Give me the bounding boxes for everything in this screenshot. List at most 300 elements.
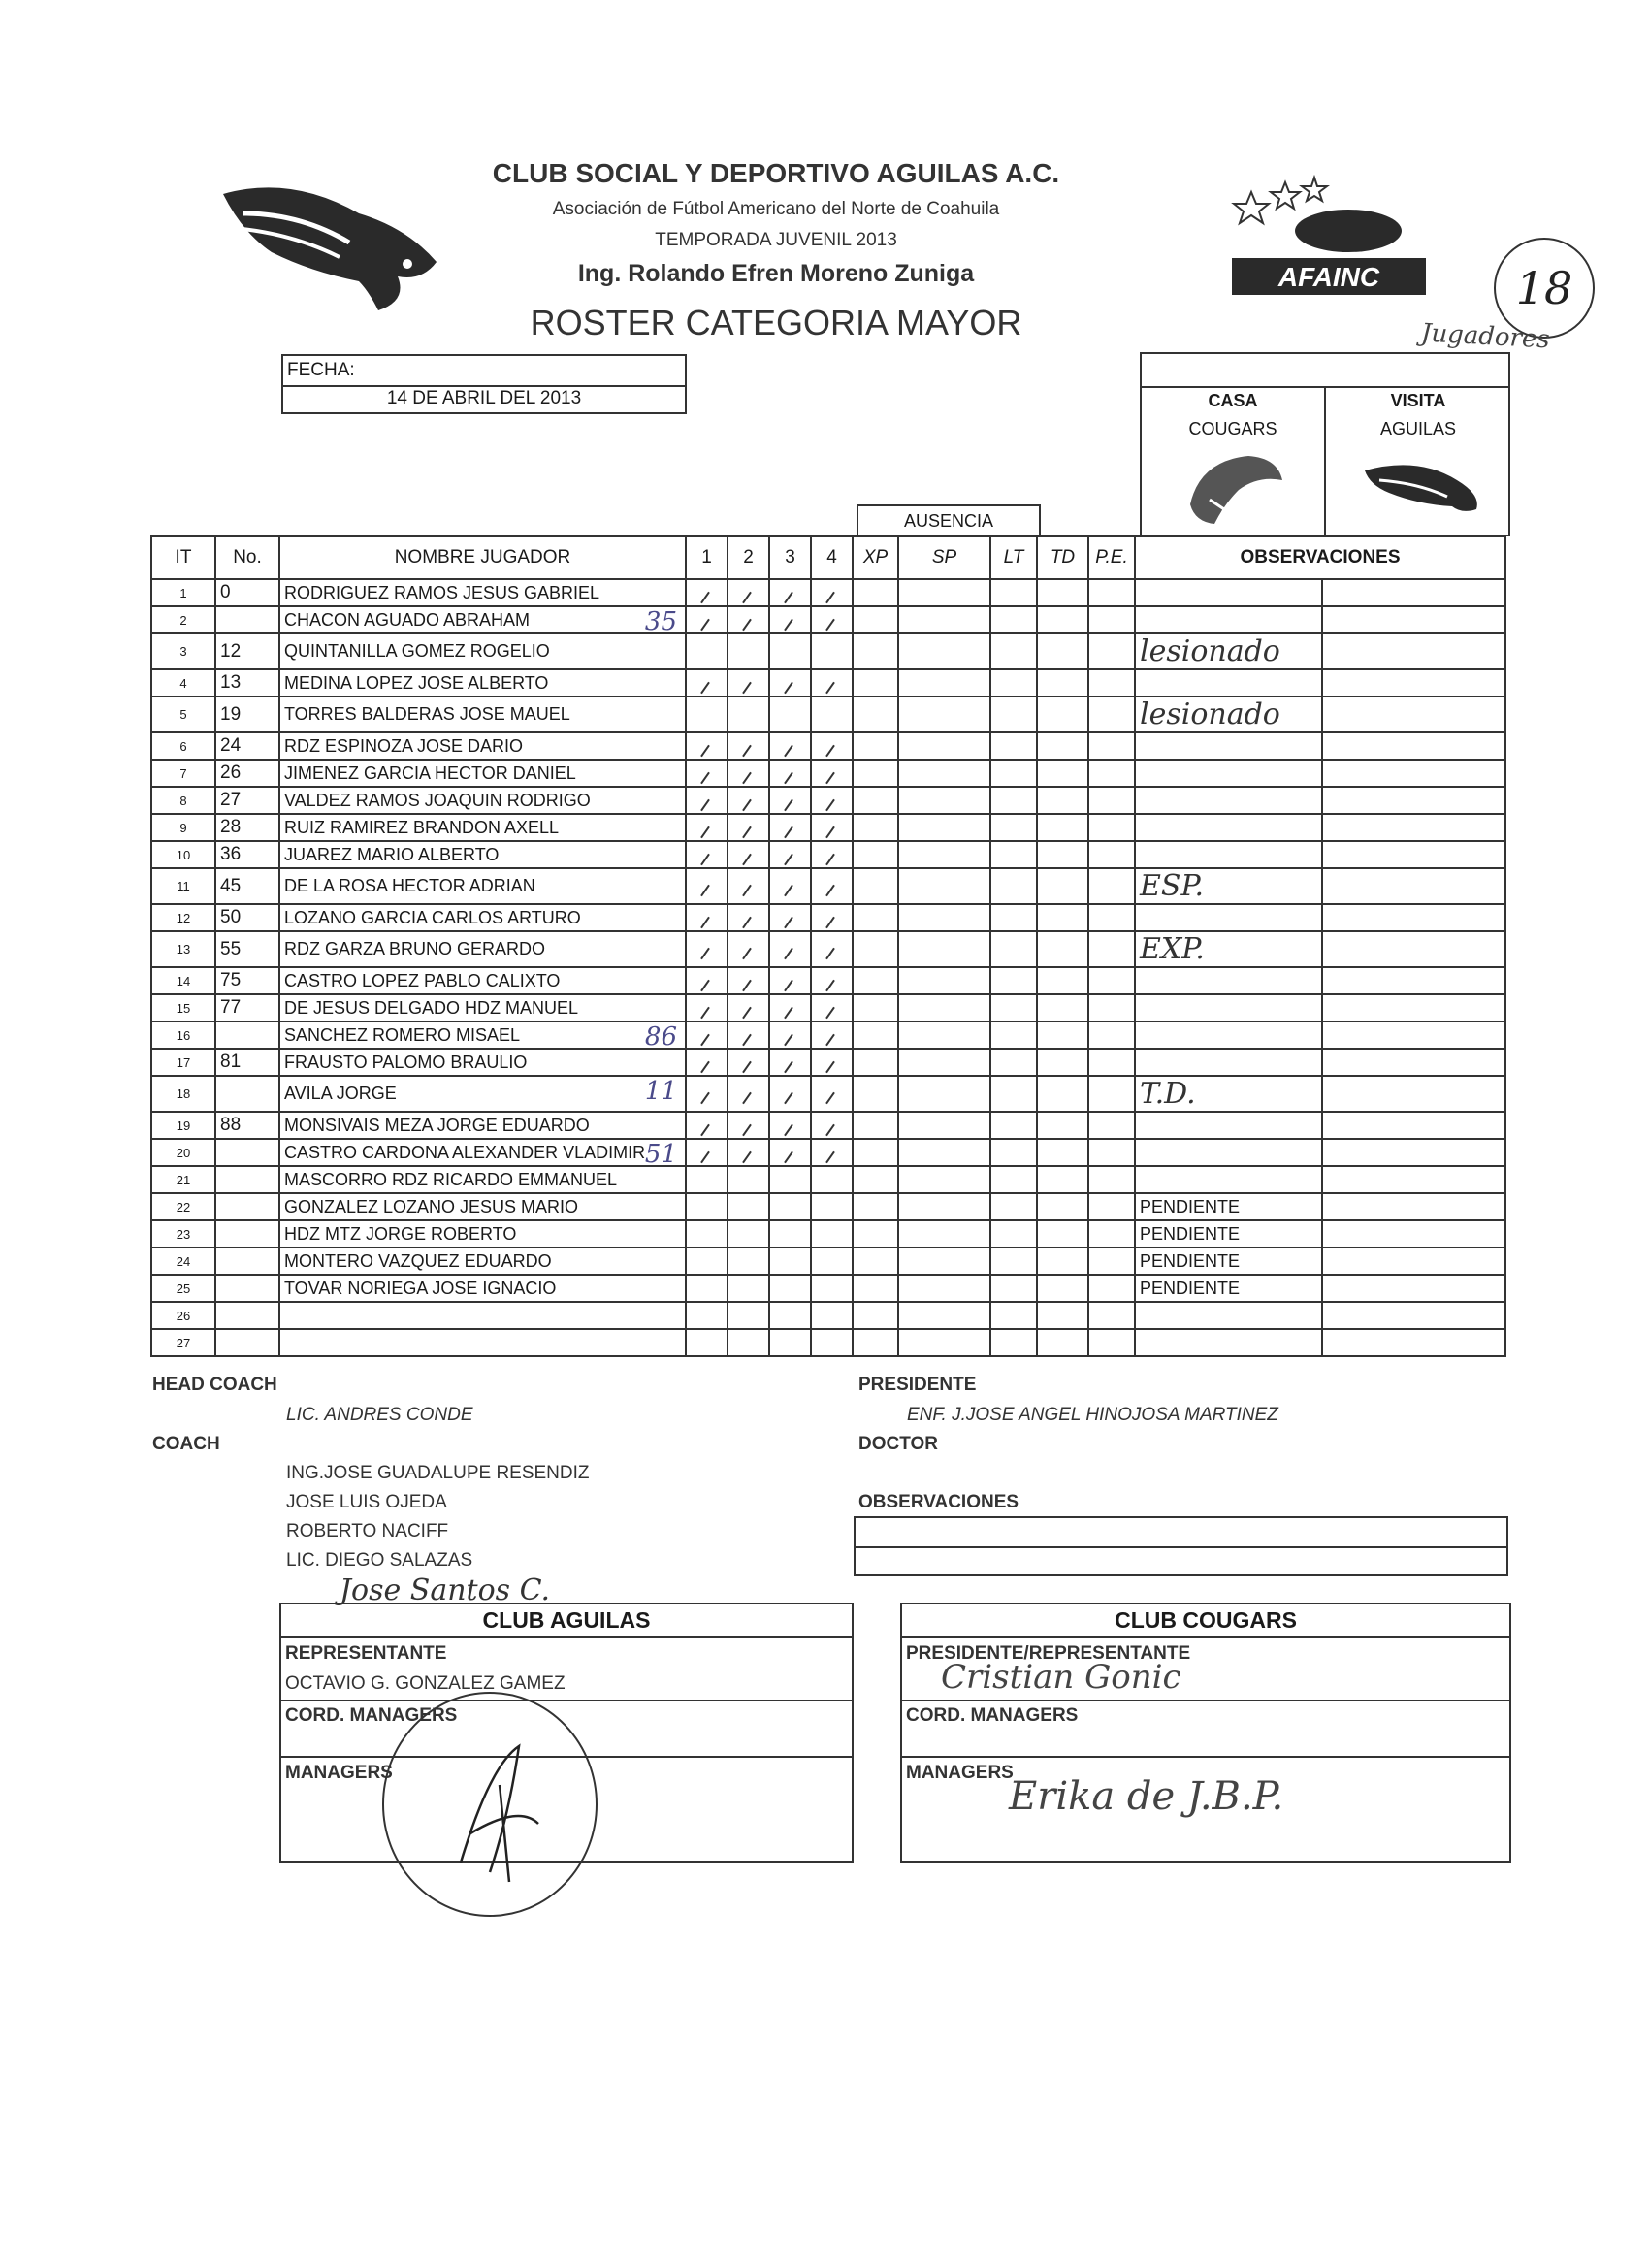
checkmark-icon: [825, 853, 835, 865]
absence-pe-cell: [1088, 904, 1135, 931]
quarter-cell: [728, 787, 769, 814]
quarter-cell: [769, 732, 811, 760]
quarter-cell: [728, 868, 769, 904]
absence-td-cell: [1037, 814, 1088, 841]
checkmark-icon: [742, 681, 752, 694]
absence-sp-cell: [898, 931, 990, 967]
coach-label: COACH: [152, 1434, 220, 1454]
player-number: [215, 1166, 279, 1193]
checkmark-icon: [825, 1092, 835, 1105]
absence-td-cell: [1037, 1302, 1088, 1329]
absence-lt-cell: [990, 1021, 1037, 1049]
fecha-label: FECHA:: [287, 360, 355, 380]
roster-row: [151, 1220, 1505, 1247]
quarter-cell: [769, 994, 811, 1021]
quarter-cell: [686, 868, 728, 904]
player-number: [215, 606, 279, 633]
roster-row: [151, 697, 1505, 732]
player-number: 0: [215, 579, 279, 606]
observation-extra-cell: [1322, 1247, 1505, 1275]
checkmark-icon: [700, 798, 710, 811]
absence-lt-cell: [990, 606, 1037, 633]
observation-extra-cell: [1322, 1112, 1505, 1139]
absence-lt-cell: [990, 1302, 1037, 1329]
absence-xp-cell: [853, 841, 898, 868]
quarter-cell: [686, 1112, 728, 1139]
coach-1: ING.JOSE GUADALUPE RESENDIZ: [286, 1463, 590, 1483]
player-name: [279, 697, 686, 732]
checkmark-icon: [742, 771, 752, 784]
player-observation: PENDIENTE: [1135, 1220, 1322, 1247]
absence-sp-cell: [898, 814, 990, 841]
quarter-cell: [811, 868, 853, 904]
player-number: [215, 1302, 279, 1329]
quarter-cell: [769, 841, 811, 868]
player-number: 45: [215, 868, 279, 904]
player-name-text: DE JESUS DELGADO HDZ MANUEL: [284, 997, 579, 1018]
quarter-cell: [769, 1302, 811, 1329]
absence-lt-cell: [990, 1220, 1037, 1247]
checkmark-icon: [825, 1150, 835, 1163]
checkmark-icon: [784, 591, 793, 603]
quarter-cell: [811, 606, 853, 633]
checkmark-icon: [784, 826, 793, 838]
quarter-cell: [728, 579, 769, 606]
player-observation: [1135, 579, 1322, 606]
player-name-text: TORRES BALDERAS JOSE MAUEL: [284, 704, 570, 724]
afainc-logo: [1212, 173, 1445, 308]
absence-xp-cell: [853, 1247, 898, 1275]
player-name: [279, 760, 686, 787]
quarter-cell: [686, 994, 728, 1021]
quarter-cell: [811, 732, 853, 760]
roster-row: [151, 633, 1505, 669]
quarter-cell: [728, 1302, 769, 1329]
roster-body: [151, 579, 1505, 1356]
checkmark-icon: [784, 1006, 793, 1019]
player-it: 17: [151, 1049, 215, 1076]
quarter-cell: [811, 669, 853, 697]
player-observation: [1135, 904, 1322, 931]
absence-pe-cell: [1088, 669, 1135, 697]
absence-sp-cell: [898, 994, 990, 1021]
checkmark-icon: [825, 885, 835, 897]
quarter-cell: [728, 760, 769, 787]
absence-xp-cell: [853, 633, 898, 669]
player-name-text: MONTERO VAZQUEZ EDUARDO: [284, 1250, 552, 1271]
player-name: [279, 841, 686, 868]
club-title: CLUB SOCIAL Y DEPORTIVO AGUILAS A.C.: [492, 158, 1060, 188]
quarter-cell: [728, 931, 769, 967]
absence-lt-cell: [990, 1247, 1037, 1275]
player-it: 25: [151, 1275, 215, 1302]
cougars-managers-signature: Erika de J.B.P.: [1009, 1774, 1284, 1819]
checkmark-icon: [742, 1092, 752, 1105]
checkmark-icon: [742, 618, 752, 631]
cougars-rep-signature: Cristian Gonic: [941, 1658, 1181, 1697]
eagle-logo: [213, 175, 456, 320]
col-sp: SP: [898, 536, 990, 579]
player-number: [215, 1021, 279, 1049]
observation-extra-cell: [1322, 1220, 1505, 1247]
absence-sp-cell: [898, 1302, 990, 1329]
quarter-cell: [686, 1139, 728, 1166]
player-name: [279, 1049, 686, 1076]
checkmark-icon: [825, 1033, 835, 1046]
quarter-cell: [769, 1220, 811, 1247]
player-number: 12: [215, 633, 279, 669]
quarter-cell: [769, 1166, 811, 1193]
player-name: [279, 1166, 686, 1193]
player-name-text: JIMENEZ GARCIA HECTOR DANIEL: [284, 762, 576, 783]
absence-xp-cell: [853, 1275, 898, 1302]
player-it: 21: [151, 1166, 215, 1193]
checkmark-icon: [825, 771, 835, 784]
checkmark-icon: [825, 948, 835, 960]
player-observation: [1135, 994, 1322, 1021]
quarter-cell: [811, 931, 853, 967]
quarter-cell: [728, 1049, 769, 1076]
absence-lt-cell: [990, 1076, 1037, 1112]
quarter-cell: [811, 1247, 853, 1275]
quarter-cell: [686, 904, 728, 931]
checkmark-icon: [784, 798, 793, 811]
quarter-cell: [728, 1021, 769, 1049]
player-observation: lesionado: [1135, 697, 1322, 732]
player-it: 16: [151, 1021, 215, 1049]
absence-lt-cell: [990, 1329, 1037, 1356]
roster-row: [151, 1049, 1505, 1076]
absence-sp-cell: [898, 1166, 990, 1193]
doctor-label: DOCTOR: [858, 1434, 938, 1454]
player-number: 28: [215, 814, 279, 841]
player-it: 20: [151, 1139, 215, 1166]
absence-xp-cell: [853, 579, 898, 606]
player-number: 88: [215, 1112, 279, 1139]
col-xp: XP: [853, 536, 898, 579]
quarter-cell: [769, 1049, 811, 1076]
player-observation: [1135, 967, 1322, 994]
absence-xp-cell: [853, 669, 898, 697]
quarter-cell: [728, 697, 769, 732]
player-observation: PENDIENTE: [1135, 1193, 1322, 1220]
absence-sp-cell: [898, 1329, 990, 1356]
player-it: 23: [151, 1220, 215, 1247]
checkmark-icon: [742, 1060, 752, 1073]
player-number: 13: [215, 669, 279, 697]
roster-row: [151, 787, 1505, 814]
player-name: [279, 1076, 686, 1112]
checkmark-icon: [700, 618, 710, 631]
player-name-text: RUIZ RAMIREZ BRANDON AXELL: [284, 817, 560, 837]
quarter-cell: [728, 1275, 769, 1302]
player-it: 18: [151, 1076, 215, 1112]
player-number: [215, 1139, 279, 1166]
player-name-text: HDZ MTZ JORGE ROBERTO: [284, 1223, 517, 1244]
absence-sp-cell: [898, 579, 990, 606]
quarter-cell: [769, 1021, 811, 1049]
absence-sp-cell: [898, 697, 990, 732]
absence-xp-cell: [853, 697, 898, 732]
absence-pe-cell: [1088, 931, 1135, 967]
absence-lt-cell: [990, 1193, 1037, 1220]
absence-td-cell: [1037, 697, 1088, 732]
player-number: 55: [215, 931, 279, 967]
checkmark-icon: [825, 916, 835, 928]
quarter-cell: [811, 760, 853, 787]
absence-td-cell: [1037, 787, 1088, 814]
quarter-cell: [686, 814, 728, 841]
absence-xp-cell: [853, 1302, 898, 1329]
absence-lt-cell: [990, 1112, 1037, 1139]
roster-row: [151, 760, 1505, 787]
checkmark-icon: [784, 853, 793, 865]
player-number: [215, 1076, 279, 1112]
quarter-cell: [686, 606, 728, 633]
checkmark-icon: [700, 1060, 710, 1073]
quarter-cell: [686, 931, 728, 967]
player-it: 10: [151, 841, 215, 868]
checkmark-icon: [700, 948, 710, 960]
player-number: 81: [215, 1049, 279, 1076]
quarter-cell: [686, 697, 728, 732]
absence-pe-cell: [1088, 1139, 1135, 1166]
player-observation: [1135, 1329, 1322, 1356]
quarter-cell: [728, 1139, 769, 1166]
player-it: 7: [151, 760, 215, 787]
away-label: VISITA: [1390, 391, 1446, 410]
absence-xp-cell: [853, 1112, 898, 1139]
quarter-cell: [811, 967, 853, 994]
absence-sp-cell: [898, 1049, 990, 1076]
player-it: 8: [151, 787, 215, 814]
player-number: 77: [215, 994, 279, 1021]
absence-pe-cell: [1088, 787, 1135, 814]
absence-header: [857, 504, 1041, 537]
quarter-cell: [769, 1329, 811, 1356]
absence-xp-cell: [853, 868, 898, 904]
absence-lt-cell: [990, 787, 1037, 814]
checkmark-icon: [700, 744, 710, 757]
roster-row: [151, 669, 1505, 697]
checkmark-icon: [784, 948, 793, 960]
aguilas-managers-label: MANAGERS: [285, 1763, 393, 1783]
player-name: [279, 1139, 686, 1166]
absence-sp-cell: [898, 1275, 990, 1302]
quarter-cell: [811, 814, 853, 841]
quarter-cell: [686, 1193, 728, 1220]
absence-lt-cell: [990, 904, 1037, 931]
quarter-cell: [769, 904, 811, 931]
absence-xp-cell: [853, 967, 898, 994]
player-number: 50: [215, 904, 279, 931]
player-name: [279, 931, 686, 967]
aguilas-cord-label: CORD. MANAGERS: [285, 1705, 458, 1726]
observation-extra-cell: [1322, 931, 1505, 967]
absence-sp-cell: [898, 1220, 990, 1247]
quarter-cell: [769, 606, 811, 633]
player-name: [279, 1220, 686, 1247]
player-observation: [1135, 814, 1322, 841]
checkmark-icon: [742, 591, 752, 603]
observation-extra-cell: [1322, 1076, 1505, 1112]
absence-xp-cell: [853, 814, 898, 841]
quarter-cell: [686, 579, 728, 606]
club-cougars-title: CLUB COUGARS: [1115, 1607, 1297, 1633]
cougars-cord-label: CORD. MANAGERS: [906, 1705, 1079, 1726]
player-observation: [1135, 669, 1322, 697]
player-name: [279, 669, 686, 697]
quarter-cell: [769, 1275, 811, 1302]
player-number: [215, 1247, 279, 1275]
checkmark-icon: [784, 1033, 793, 1046]
absence-lt-cell: [990, 967, 1037, 994]
quarter-cell: [769, 931, 811, 967]
observation-extra-cell: [1322, 732, 1505, 760]
player-it: 22: [151, 1193, 215, 1220]
absence-pe-cell: [1088, 1302, 1135, 1329]
absence-pe-cell: [1088, 1049, 1135, 1076]
absence-td-cell: [1037, 732, 1088, 760]
absence-lt-cell: [990, 814, 1037, 841]
player-handwritten-number: 86: [644, 1022, 677, 1049]
club-cougars-box: [900, 1603, 1511, 1863]
observation-extra-cell: [1322, 1021, 1505, 1049]
absence-pe-cell: [1088, 760, 1135, 787]
cougar-logo: [1180, 446, 1287, 529]
roster-row: [151, 1076, 1505, 1112]
player-handwritten-number: 35: [644, 607, 677, 633]
col-obs: OBSERVACIONES: [1135, 536, 1505, 579]
absence-td-cell: [1037, 1193, 1088, 1220]
absence-xp-cell: [853, 931, 898, 967]
quarter-cell: [728, 669, 769, 697]
roster-row: [151, 1166, 1505, 1193]
quarter-cell: [686, 787, 728, 814]
absence-td-cell: [1037, 1021, 1088, 1049]
roster-table: [150, 535, 1506, 1357]
aguilas-rep-name: OCTAVIO G. GONZALEZ GAMEZ: [285, 1673, 566, 1694]
season-name: TEMPORADA JUVENIL 2013: [655, 230, 897, 250]
player-name-text: AVILA JORGE: [284, 1084, 397, 1103]
quarter-cell: [728, 1193, 769, 1220]
quarter-cell: [811, 1302, 853, 1329]
absence-sp-cell: [898, 787, 990, 814]
quarter-cell: [769, 1193, 811, 1220]
absence-xp-cell: [853, 1049, 898, 1076]
checkmark-icon: [742, 853, 752, 865]
quarter-cell: [728, 841, 769, 868]
absence-lt-cell: [990, 669, 1037, 697]
observation-extra-cell: [1322, 1275, 1505, 1302]
roster-row: [151, 1021, 1505, 1049]
absence-xp-cell: [853, 787, 898, 814]
player-name: [279, 732, 686, 760]
aguilas-rep-label: REPRESENTANTE: [285, 1643, 447, 1664]
player-name-text: CASTRO LOPEZ PABLO CALIXTO: [284, 970, 561, 990]
player-it: 9: [151, 814, 215, 841]
observation-extra-cell: [1322, 1139, 1505, 1166]
checkmark-icon: [700, 1150, 710, 1163]
quarter-cell: [686, 1021, 728, 1049]
engineer-name: Ing. Rolando Efren Moreno Zuniga: [577, 260, 975, 287]
checkmark-icon: [825, 744, 835, 757]
match-box: [1140, 352, 1510, 536]
player-number: 27: [215, 787, 279, 814]
absence-td-cell: [1037, 1247, 1088, 1275]
quarter-cell: [811, 841, 853, 868]
absence-pe-cell: [1088, 1247, 1135, 1275]
player-observation: ESP.: [1135, 868, 1322, 904]
aguilas-signature: [373, 1688, 606, 1930]
player-name-text: JUAREZ MARIO ALBERTO: [284, 844, 500, 864]
absence-pe-cell: [1088, 994, 1135, 1021]
absence-xp-cell: [853, 606, 898, 633]
quarter-cell: [728, 1166, 769, 1193]
player-name: [279, 606, 686, 633]
roster-row: [151, 579, 1505, 606]
checkmark-icon: [742, 826, 752, 838]
checkmark-icon: [784, 1060, 793, 1073]
absence-td-cell: [1037, 760, 1088, 787]
absence-td-cell: [1037, 931, 1088, 967]
coach-3: ROBERTO NACIFF: [286, 1521, 449, 1541]
absence-pe-cell: [1088, 1193, 1135, 1220]
player-observation: [1135, 841, 1322, 868]
player-it: 27: [151, 1329, 215, 1356]
quarter-cell: [811, 1049, 853, 1076]
cougars-rep-label: PRESIDENTE/REPRESENTANTE: [906, 1643, 1191, 1664]
player-name: [279, 1247, 686, 1275]
player-number: 36: [215, 841, 279, 868]
player-name-text: LOZANO GARCIA CARLOS ARTURO: [284, 907, 581, 927]
quarter-cell: [769, 787, 811, 814]
player-name-text: RDZ ESPINOZA JOSE DARIO: [284, 735, 524, 756]
absence-pe-cell: [1088, 1021, 1135, 1049]
coach-4: LIC. DIEGO SALAZAS: [286, 1550, 473, 1571]
player-name: [279, 814, 686, 841]
absence-td-cell: [1037, 1139, 1088, 1166]
quarter-cell: [728, 1076, 769, 1112]
quarter-cell: [686, 633, 728, 669]
player-it: 3: [151, 633, 215, 669]
absence-sp-cell: [898, 868, 990, 904]
president-name: ENF. J.JOSE ANGEL HINOJOSA MARTINEZ: [907, 1405, 1278, 1425]
quarter-cell: [686, 967, 728, 994]
quarter-cell: [728, 606, 769, 633]
observation-extra-cell: [1322, 669, 1505, 697]
player-observation: EXP.: [1135, 931, 1322, 967]
observation-extra-cell: [1322, 787, 1505, 814]
observation-extra-cell: [1322, 868, 1505, 904]
checkmark-icon: [825, 1060, 835, 1073]
head-coach-name: LIC. ANDRES CONDE: [286, 1405, 473, 1425]
coach-2: JOSE LUIS OJEDA: [286, 1492, 447, 1512]
player-observation: [1135, 787, 1322, 814]
quarter-cell: [686, 732, 728, 760]
absence-pe-cell: [1088, 1112, 1135, 1139]
quarter-cell: [769, 814, 811, 841]
col-q4: 4: [811, 536, 853, 579]
player-number: [215, 1220, 279, 1247]
absence-td-cell: [1037, 841, 1088, 868]
roster-row: [151, 1329, 1505, 1356]
absence-sp-cell: [898, 967, 990, 994]
checkmark-icon: [742, 916, 752, 928]
circled-number-text: 18: [1515, 262, 1573, 314]
player-handwritten-number: 51: [644, 1140, 677, 1166]
observation-extra-cell: [1322, 606, 1505, 633]
